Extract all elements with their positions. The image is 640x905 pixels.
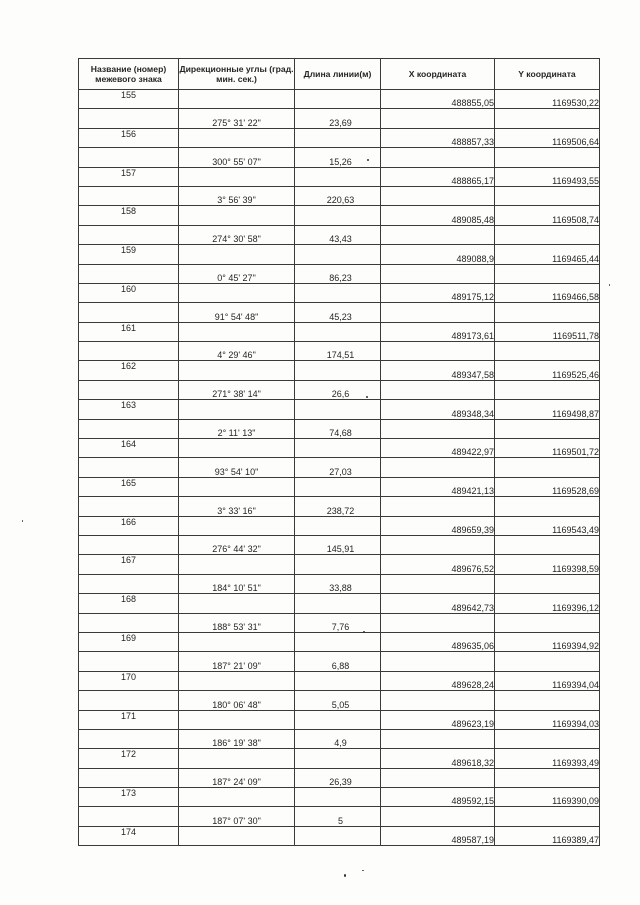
marker-name-cell: [79, 380, 179, 399]
line-length-cell: [295, 322, 381, 341]
segment-row: [79, 652, 600, 671]
header-x-coordinate: X координата: [381, 59, 495, 90]
bearing-angle-cell: [179, 477, 295, 496]
bearing-angle-cell: [179, 710, 295, 729]
line-length-cell: 23,69: [295, 109, 381, 128]
x-coordinate-cell: [381, 419, 495, 438]
marker-name-cell: [79, 148, 179, 167]
marker-row: [79, 322, 600, 341]
line-length-cell: [295, 245, 381, 264]
bearing-angle-cell: [179, 749, 295, 768]
bearing-angle-cell: 184° 10' 51": [179, 574, 295, 593]
marker-name-cell: 164: [79, 439, 179, 458]
x-coordinate-cell: 488855,05: [381, 90, 495, 109]
y-coordinate-cell: [495, 768, 600, 787]
line-length-cell: 26,39: [295, 768, 381, 787]
bearing-angle-cell: 3° 33' 16": [179, 497, 295, 516]
scan-speck: [609, 284, 610, 286]
marker-row: [79, 90, 600, 109]
segment-row: [79, 497, 600, 516]
y-coordinate-cell: 1169398,59: [495, 555, 600, 574]
x-coordinate-cell: [381, 807, 495, 826]
x-coordinate-cell: 489628,24: [381, 671, 495, 690]
marker-name-cell: [79, 807, 179, 826]
line-length-cell: [295, 632, 381, 651]
table-body: [79, 90, 600, 846]
bearing-angle-cell: 275° 31' 22": [179, 109, 295, 128]
bearing-angle-cell: 187° 21' 09": [179, 652, 295, 671]
marker-name-cell: 155: [79, 90, 179, 109]
line-length-cell: 45,23: [295, 303, 381, 322]
line-length-cell: 27,03: [295, 458, 381, 477]
marker-row: [79, 594, 600, 613]
line-length-cell: 6,88: [295, 652, 381, 671]
marker-name-cell: [79, 225, 179, 244]
segment-row: [79, 691, 600, 710]
segment-row: [79, 109, 600, 128]
marker-name-cell: 159: [79, 245, 179, 264]
y-coordinate-cell: 1169528,69: [495, 477, 600, 496]
marker-row: [79, 555, 600, 574]
x-coordinate-cell: [381, 342, 495, 361]
boundary-coordinates-table: [78, 58, 600, 846]
line-length-cell: 86,23: [295, 264, 381, 283]
segment-row: [79, 148, 600, 167]
y-coordinate-cell: 1169498,87: [495, 400, 600, 419]
bearing-angle-cell: [179, 90, 295, 109]
marker-name-cell: 172: [79, 749, 179, 768]
bearing-angle-cell: [179, 322, 295, 341]
header-row: [79, 59, 600, 90]
bearing-angle-cell: [179, 594, 295, 613]
bearing-angle-cell: [179, 245, 295, 264]
segment-row: [79, 225, 600, 244]
marker-row: [79, 283, 600, 302]
marker-name-cell: 168: [79, 594, 179, 613]
x-coordinate-cell: 489175,12: [381, 283, 495, 302]
marker-name-cell: 156: [79, 128, 179, 147]
line-length-cell: [295, 167, 381, 186]
marker-row: [79, 710, 600, 729]
y-coordinate-cell: 1169465,44: [495, 245, 600, 264]
x-coordinate-cell: [381, 458, 495, 477]
y-coordinate-cell: 1169466,58: [495, 283, 600, 302]
line-length-cell: 74,68: [295, 419, 381, 438]
bearing-angle-cell: [179, 555, 295, 574]
segment-row: [79, 419, 600, 438]
x-coordinate-cell: [381, 535, 495, 554]
marker-row: [79, 439, 600, 458]
line-length-cell: [295, 555, 381, 574]
segment-row: [79, 574, 600, 593]
header-y-coordinate: Y координата: [495, 59, 600, 90]
marker-name-cell: [79, 574, 179, 593]
segment-row: [79, 458, 600, 477]
scan-speck: [367, 159, 369, 161]
line-length-cell: 5,05: [295, 691, 381, 710]
y-coordinate-cell: 1169394,92: [495, 632, 600, 651]
y-coordinate-cell: [495, 652, 600, 671]
x-coordinate-cell: 489592,15: [381, 788, 495, 807]
bearing-angle-cell: [179, 361, 295, 380]
marker-row: [79, 826, 600, 845]
line-length-cell: 145,91: [295, 535, 381, 554]
y-coordinate-cell: 1169501,72: [495, 439, 600, 458]
segment-row: [79, 729, 600, 748]
segment-row: [79, 380, 600, 399]
x-coordinate-cell: [381, 497, 495, 516]
marker-row: [79, 477, 600, 496]
y-coordinate-cell: [495, 303, 600, 322]
marker-name-cell: [79, 691, 179, 710]
marker-name-cell: 163: [79, 400, 179, 419]
marker-row: [79, 788, 600, 807]
line-length-cell: [295, 477, 381, 496]
x-coordinate-cell: [381, 691, 495, 710]
x-coordinate-cell: [381, 729, 495, 748]
x-coordinate-cell: [381, 225, 495, 244]
x-coordinate-cell: 489618,32: [381, 749, 495, 768]
x-coordinate-cell: 488857,33: [381, 128, 495, 147]
x-coordinate-cell: [381, 148, 495, 167]
line-length-cell: [295, 594, 381, 613]
bearing-angle-cell: 180° 06' 48": [179, 691, 295, 710]
x-coordinate-cell: 489421,13: [381, 477, 495, 496]
header-bearing-angle: Дирекционные углы (град. мин. сек.): [179, 59, 295, 90]
y-coordinate-cell: 1169508,74: [495, 206, 600, 225]
line-length-cell: 174,51: [295, 342, 381, 361]
marker-name-cell: 173: [79, 788, 179, 807]
scan-speck: [22, 520, 23, 522]
bearing-angle-cell: 91° 54' 48": [179, 303, 295, 322]
bearing-angle-cell: 188° 53' 31": [179, 613, 295, 632]
bearing-angle-cell: 4° 29' 46": [179, 342, 295, 361]
x-coordinate-cell: [381, 303, 495, 322]
segment-row: [79, 613, 600, 632]
marker-row: [79, 749, 600, 768]
y-coordinate-cell: [495, 613, 600, 632]
line-length-cell: [295, 516, 381, 535]
bearing-angle-cell: 187° 07' 30": [179, 807, 295, 826]
y-coordinate-cell: [495, 419, 600, 438]
marker-name-cell: [79, 264, 179, 283]
line-length-cell: [295, 749, 381, 768]
segment-row: [79, 264, 600, 283]
bearing-angle-cell: 276° 44' 32": [179, 535, 295, 554]
x-coordinate-cell: 489348,34: [381, 400, 495, 419]
x-coordinate-cell: [381, 380, 495, 399]
line-length-cell: [295, 826, 381, 845]
bearing-angle-cell: [179, 671, 295, 690]
x-coordinate-cell: 489347,58: [381, 361, 495, 380]
bearing-angle-cell: [179, 516, 295, 535]
line-length-cell: [295, 206, 381, 225]
y-coordinate-cell: 1169394,04: [495, 671, 600, 690]
x-coordinate-cell: [381, 613, 495, 632]
scan-speck: [344, 874, 346, 877]
y-coordinate-cell: [495, 380, 600, 399]
marker-name-cell: 167: [79, 555, 179, 574]
bearing-angle-cell: 186° 19' 38": [179, 729, 295, 748]
y-coordinate-cell: [495, 458, 600, 477]
bearing-angle-cell: [179, 167, 295, 186]
marker-name-cell: 166: [79, 516, 179, 535]
line-length-cell: 220,63: [295, 186, 381, 205]
y-coordinate-cell: [495, 225, 600, 244]
bearing-angle-cell: 271° 38' 14": [179, 380, 295, 399]
marker-name-cell: [79, 729, 179, 748]
line-length-cell: [295, 283, 381, 302]
line-length-cell: [295, 788, 381, 807]
line-length-cell: [295, 361, 381, 380]
marker-name-cell: 162: [79, 361, 179, 380]
x-coordinate-cell: [381, 264, 495, 283]
bearing-angle-cell: [179, 400, 295, 419]
marker-row: [79, 128, 600, 147]
bearing-angle-cell: [179, 206, 295, 225]
marker-row: [79, 167, 600, 186]
y-coordinate-cell: 1169390,09: [495, 788, 600, 807]
y-coordinate-cell: [495, 535, 600, 554]
line-length-cell: [295, 90, 381, 109]
marker-name-cell: 170: [79, 671, 179, 690]
line-length-cell: 26,6: [295, 380, 381, 399]
segment-row: [79, 807, 600, 826]
marker-name-cell: 161: [79, 322, 179, 341]
scan-speck: [366, 396, 368, 398]
segment-row: [79, 535, 600, 554]
x-coordinate-cell: 489659,39: [381, 516, 495, 535]
bearing-angle-cell: [179, 439, 295, 458]
marker-name-cell: [79, 535, 179, 554]
x-coordinate-cell: 489088,9: [381, 245, 495, 264]
line-length-cell: [295, 710, 381, 729]
y-coordinate-cell: 1169394,03: [495, 710, 600, 729]
line-length-cell: 7,76: [295, 613, 381, 632]
marker-name-cell: 160: [79, 283, 179, 302]
marker-name-cell: 165: [79, 477, 179, 496]
line-length-cell: 15,26: [295, 148, 381, 167]
x-coordinate-cell: [381, 574, 495, 593]
marker-row: [79, 632, 600, 651]
marker-name-cell: 158: [79, 206, 179, 225]
y-coordinate-cell: 1169511,78: [495, 322, 600, 341]
marker-name-cell: [79, 613, 179, 632]
header-line-length: Длина линии(м): [295, 59, 381, 90]
marker-name-cell: 169: [79, 632, 179, 651]
segment-row: [79, 303, 600, 322]
line-length-cell: [295, 439, 381, 458]
line-length-cell: 43,43: [295, 225, 381, 244]
marker-name-cell: 157: [79, 167, 179, 186]
y-coordinate-cell: 1169543,49: [495, 516, 600, 535]
line-length-cell: 33,88: [295, 574, 381, 593]
marker-row: [79, 206, 600, 225]
line-length-cell: [295, 671, 381, 690]
y-coordinate-cell: [495, 148, 600, 167]
marker-row: [79, 516, 600, 535]
marker-name-cell: [79, 186, 179, 205]
line-length-cell: [295, 128, 381, 147]
y-coordinate-cell: [495, 109, 600, 128]
table-header: [79, 59, 600, 90]
x-coordinate-cell: [381, 186, 495, 205]
marker-name-cell: [79, 109, 179, 128]
bearing-angle-cell: [179, 788, 295, 807]
marker-name-cell: [79, 652, 179, 671]
y-coordinate-cell: 1169389,47: [495, 826, 600, 845]
line-length-cell: 238,72: [295, 497, 381, 516]
marker-row: [79, 361, 600, 380]
bearing-angle-cell: 300° 55' 07": [179, 148, 295, 167]
y-coordinate-cell: 1169393,49: [495, 749, 600, 768]
y-coordinate-cell: [495, 186, 600, 205]
line-length-cell: 5: [295, 807, 381, 826]
x-coordinate-cell: 488865,17: [381, 167, 495, 186]
x-coordinate-cell: 489085,48: [381, 206, 495, 225]
line-length-cell: 4,9: [295, 729, 381, 748]
x-coordinate-cell: [381, 652, 495, 671]
bearing-angle-cell: 274° 30' 58": [179, 225, 295, 244]
y-coordinate-cell: [495, 497, 600, 516]
bearing-angle-cell: 93° 54' 10": [179, 458, 295, 477]
marker-row: [79, 400, 600, 419]
y-coordinate-cell: 1169525,46: [495, 361, 600, 380]
x-coordinate-cell: 489422,97: [381, 439, 495, 458]
x-coordinate-cell: 489642,73: [381, 594, 495, 613]
x-coordinate-cell: 489173,61: [381, 322, 495, 341]
y-coordinate-cell: 1169530,22: [495, 90, 600, 109]
marker-name-cell: [79, 342, 179, 361]
marker-name-cell: [79, 303, 179, 322]
y-coordinate-cell: [495, 691, 600, 710]
bearing-angle-cell: [179, 632, 295, 651]
y-coordinate-cell: [495, 807, 600, 826]
marker-name-cell: [79, 458, 179, 477]
y-coordinate-cell: 1169396,12: [495, 594, 600, 613]
marker-row: [79, 671, 600, 690]
x-coordinate-cell: [381, 109, 495, 128]
x-coordinate-cell: 489635,06: [381, 632, 495, 651]
bearing-angle-cell: [179, 128, 295, 147]
marker-name-cell: [79, 768, 179, 787]
header-marker-name: Название (номер) межевого знака: [79, 59, 179, 90]
y-coordinate-cell: [495, 574, 600, 593]
bearing-angle-cell: 2° 11' 13": [179, 419, 295, 438]
x-coordinate-cell: [381, 768, 495, 787]
marker-name-cell: [79, 419, 179, 438]
marker-name-cell: 174: [79, 826, 179, 845]
x-coordinate-cell: 489676,52: [381, 555, 495, 574]
marker-row: [79, 245, 600, 264]
segment-row: [79, 342, 600, 361]
bearing-angle-cell: [179, 826, 295, 845]
segment-row: [79, 768, 600, 787]
bearing-angle-cell: [179, 283, 295, 302]
y-coordinate-cell: [495, 264, 600, 283]
bearing-angle-cell: 3° 56' 39": [179, 186, 295, 205]
x-coordinate-cell: 489623,19: [381, 710, 495, 729]
y-coordinate-cell: [495, 729, 600, 748]
scan-speck: [363, 631, 365, 633]
marker-name-cell: [79, 497, 179, 516]
y-coordinate-cell: [495, 342, 600, 361]
scan-speck: [362, 870, 364, 871]
x-coordinate-cell: 489587,19: [381, 826, 495, 845]
bearing-angle-cell: 0° 45' 27": [179, 264, 295, 283]
bearing-angle-cell: 187° 24' 09": [179, 768, 295, 787]
segment-row: [79, 186, 600, 205]
y-coordinate-cell: 1169506,64: [495, 128, 600, 147]
marker-name-cell: 171: [79, 710, 179, 729]
y-coordinate-cell: 1169493,55: [495, 167, 600, 186]
line-length-cell: [295, 400, 381, 419]
